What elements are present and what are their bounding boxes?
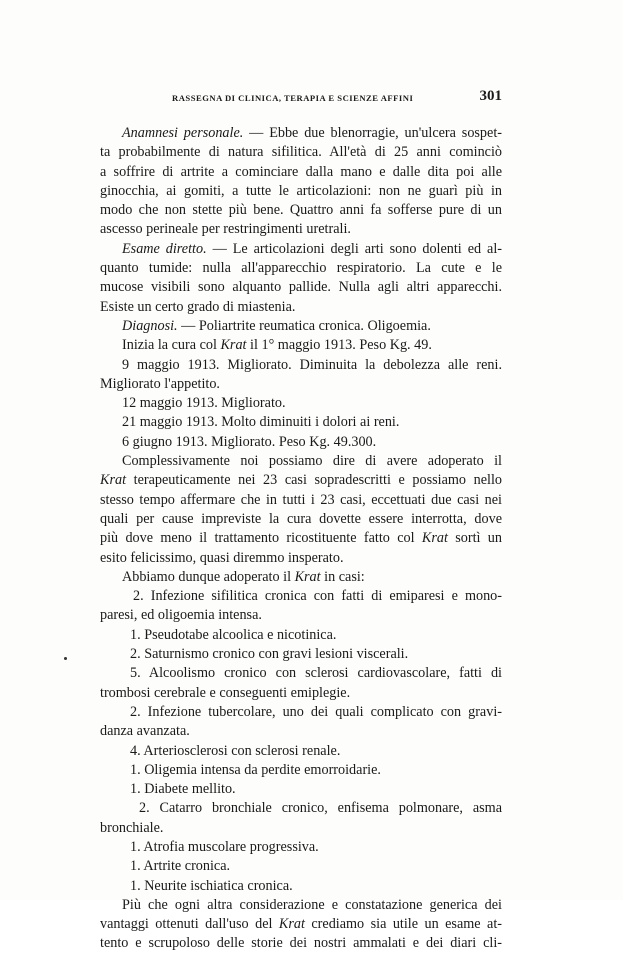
text-run: 2. Infezione sifilitica cronica con fatti di emiparesi e mono- — [133, 588, 502, 605]
text-run: ta probabilmente di natura sifilitica. All'età di 25 anni cominciò — [100, 144, 502, 161]
text-line — [100, 645, 502, 664]
text-line — [100, 182, 502, 201]
text-run: 1. Diabete mellito. — [130, 781, 236, 798]
text-line — [100, 452, 502, 471]
page-number: 301 — [479, 88, 502, 104]
text-run: 1. Atrofia muscolare progressiva. — [130, 838, 319, 855]
text-run: Inizia la cura col — [122, 337, 221, 354]
text-line — [100, 163, 502, 182]
text-line — [100, 510, 502, 529]
text-line — [100, 626, 502, 645]
text-run: Abbiamo dunque adoperato il — [122, 568, 295, 585]
text-run: 12 maggio 1913. Migliorato. — [122, 395, 286, 412]
text-run: — Le articolazioni degli arti sono dolenti ed al- — [206, 240, 502, 257]
text-line — [100, 491, 502, 510]
text-run: trombosi cerebrale e conseguenti emiplegie. — [100, 684, 351, 701]
body-text — [100, 124, 502, 954]
text-line — [100, 394, 502, 413]
text-line — [100, 934, 502, 953]
running-head: RASSEGNA DI CLINICA, TERAPIA E SCIENZE AFFINI — [172, 93, 414, 103]
text-line — [100, 375, 502, 394]
text-run: mucose visibili sono alquanto pallide. Nulla agli altri apparecchi. — [100, 279, 502, 296]
text-run: bronchiale. — [100, 819, 164, 836]
text-run: 1. Oligemia intensa da perdite emorroidarie. — [130, 761, 381, 778]
text-run: ascesso perineale per restringimenti uretrali. — [100, 221, 351, 238]
text-line — [100, 722, 502, 741]
text-run: quali per cause impreviste la cura dovette essere interrotta, dove — [100, 510, 502, 527]
text-line — [100, 336, 502, 355]
text-line — [100, 220, 502, 239]
text-line — [100, 761, 502, 780]
text-run: paresi, ed oligoemia intensa. — [100, 607, 262, 624]
text-line — [100, 298, 502, 317]
text-run: modo che non stette più bene. Quattro anni fa sofferse pure di un — [100, 202, 502, 219]
text-run: Migliorato l'appetito. — [100, 375, 220, 392]
italic-text: Anamnesi personale. — [122, 125, 244, 141]
text-run: il 1° maggio 1913. Peso Kg. 49. — [246, 337, 432, 354]
italic-text: Esame diretto. — [122, 240, 207, 257]
text-run: 1. Neurite ischiatica cronica. — [130, 877, 293, 894]
text-line — [100, 606, 502, 625]
text-line — [100, 240, 502, 259]
text-run: più dove meno il trattamento ricostituente fatto col — [100, 530, 422, 547]
margin-dot — [64, 657, 67, 660]
text-line — [100, 857, 502, 876]
text-run: Più che ogni altra considerazione e constatazione generica dei — [122, 896, 502, 913]
text-run: a soffrire di artrite a cominciare dalla mano e dalle dita poi alle — [100, 163, 502, 180]
text-run: — Ebbe due blenorragie, un'ulcera sospet- — [243, 125, 502, 141]
text-line — [100, 703, 502, 722]
text-run: 6 giugno 1913. Migliorato. Peso Kg. 49.300. — [122, 433, 377, 450]
text-line — [100, 433, 502, 452]
italic-text: Krat — [421, 530, 448, 547]
text-run: stesso tempo affermare che in tutti i 23 casi, eccettuati due casi nei — [100, 491, 502, 508]
text-run: 21 maggio 1913. Molto diminuiti i dolori ai reni. — [122, 414, 400, 431]
text-run: esito felicissimo, quasi diremmo insperato. — [100, 549, 344, 566]
italic-text: Krat — [100, 472, 127, 489]
text-line — [100, 549, 502, 568]
text-line — [100, 780, 502, 799]
text-run: 2. Saturnismo cronico con gravi lesioni viscerali. — [130, 646, 409, 663]
text-line — [100, 568, 502, 587]
text-line — [100, 915, 502, 934]
text-run: 4. Arteriosclerosi con sclerosi renale. — [130, 742, 341, 759]
text-run: danza avanzata. — [100, 723, 190, 740]
text-run: vantaggi ottenuti dall'uso del — [100, 916, 279, 933]
text-run: 1. Pseudotabe alcoolica e nicotinica. — [130, 626, 337, 643]
text-run: sortì un — [447, 530, 502, 547]
text-line — [100, 356, 502, 375]
text-line — [100, 742, 502, 761]
text-run: Esiste un certo grado di miastenia. — [100, 298, 296, 315]
text-line — [100, 664, 502, 683]
text-line — [100, 838, 502, 857]
text-line — [100, 819, 502, 838]
page-header — [172, 88, 502, 110]
text-line — [100, 877, 502, 896]
text-line — [100, 587, 502, 606]
text-line — [100, 143, 502, 162]
italic-text: Krat — [220, 337, 247, 354]
italic-text: Krat — [278, 916, 305, 933]
text-run: quanto tumide: nulla all'apparecchio respiratorio. La cute e le — [100, 260, 502, 277]
text-line — [100, 317, 502, 336]
text-line — [100, 278, 502, 297]
text-run: ginocchia, ai gomiti, a tutte le articolazioni: non ne guarì più in — [100, 182, 502, 199]
text-run: — Poliartrite reumatica cronica. Oligoemia. — [177, 317, 431, 334]
italic-text: Diagnosi. — [122, 317, 178, 334]
text-line — [100, 259, 502, 278]
text-line — [100, 799, 502, 818]
text-run: 2. Infezione tubercolare, uno dei quali complicato con gravi- — [130, 703, 502, 720]
text-run: tento e scrupoloso delle storie dei nostri ammalati e dei diari cli- — [100, 935, 502, 952]
text-run: 1. Artrite cronica. — [130, 858, 231, 875]
text-line — [100, 201, 502, 220]
text-line — [100, 896, 502, 915]
text-line — [100, 413, 502, 432]
text-run: 2. Catarro bronchiale cronico, enfisema polmonare, asma — [139, 800, 502, 817]
text-run: 5. Alcoolismo cronico con sclerosi cardiovascolare, fatti di — [130, 665, 502, 682]
text-run: 9 maggio 1913. Migliorato. Diminuita la debolezza alle reni. — [122, 356, 502, 373]
text-run: crediamo sia utile un esame at- — [304, 916, 502, 933]
text-line — [100, 684, 502, 703]
italic-text: Krat — [294, 568, 321, 585]
text-run: Complessivamente noi possiamo dire di avere adoperato il — [122, 453, 502, 470]
text-line — [100, 124, 502, 143]
text-run: terapeuticamente nei 23 casi sopradescritti e possiamo nello — [126, 472, 502, 489]
text-line — [100, 529, 502, 548]
text-line — [100, 471, 502, 490]
text-run: in casi: — [320, 568, 365, 585]
